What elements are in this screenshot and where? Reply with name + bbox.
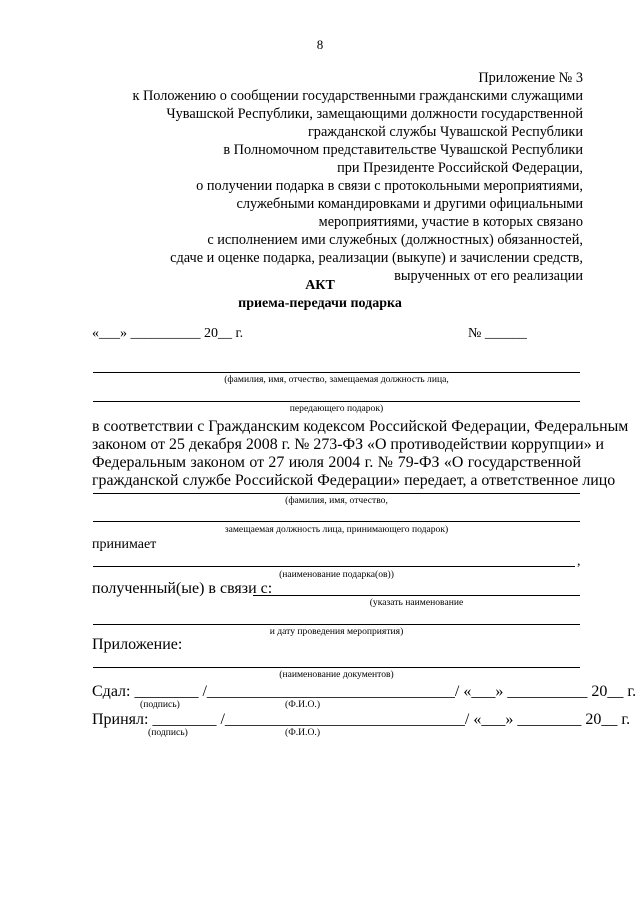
event-date-hint: и дату проведения мероприятия) — [269, 626, 404, 637]
event-date-line[interactable] — [93, 624, 580, 625]
gift-name-hint: (наименование подарка(ов)) — [279, 569, 394, 580]
appendix-line: мероприятиями, участие в которых связано — [318, 214, 583, 230]
event-name-hint: (указать наименование — [369, 597, 464, 608]
appendix-line: гражданской службы Чувашской Республики — [307, 124, 583, 140]
handed-over-signature-hint: (подпись) — [140, 699, 180, 710]
act-title: АКТ — [305, 278, 335, 293]
gift-name-line[interactable] — [93, 566, 575, 567]
received-in-connection-label: полученный(ые) в связи с: — [92, 580, 273, 597]
appendix-line: в Полномочном представительстве Чувашской Республики — [223, 142, 583, 158]
act-date-field[interactable]: «___» __________ 20__ г. — [92, 326, 244, 341]
transferring-person-hint: (фамилия, имя, отчество, замещаемая должность лица, — [224, 374, 449, 385]
accepts-label: принимает — [92, 537, 157, 552]
paragraph-line: в соответствии с Гражданским кодексом Российской Федерации, Федеральным — [92, 418, 629, 435]
receiving-person-hint: (фамилия, имя, отчество, — [285, 495, 388, 506]
transferring-person-line-2[interactable] — [93, 401, 580, 402]
page-number: 8 — [316, 37, 324, 52]
attachment-label: Приложение: — [92, 636, 183, 653]
appendix-title: Приложение № 3 — [478, 70, 583, 86]
documents-hint: (наименование документов) — [279, 669, 394, 680]
appendix-header — [43, 69, 583, 285]
paragraph-line: законом от 25 декабря 2008 г. № 273-ФЗ «О противодействии коррупции» и — [92, 436, 604, 453]
paragraph-line: Федеральным законом от 27 июля 2004 г. № 79-ФЗ «О государственной — [92, 454, 581, 471]
receiving-person-line[interactable] — [93, 493, 580, 494]
act-number-field[interactable]: № ______ — [468, 326, 527, 341]
received-signature-row[interactable]: Принял: ________ /______________________________/ «___» ________ 20__ г. — [92, 711, 631, 728]
paragraph-line: гражданской службе Российской Федерации» передает, а ответственное лицо — [92, 472, 616, 489]
handed-over-fio-hint: (Ф.И.О.) — [285, 699, 321, 710]
appendix-line: Чувашской Республики, замещающими должности государственной — [166, 106, 583, 122]
received-fio-hint: (Ф.И.О.) — [285, 727, 321, 738]
legal-basis-paragraph — [92, 418, 629, 490]
received-signature-hint: (подпись) — [148, 727, 188, 738]
transferring-person-hint-2: передающего подарок) — [289, 403, 384, 414]
handed-over-signature-row[interactable]: Сдал: ________ /_______________________________/ «___» __________ 20__ г. — [92, 683, 637, 700]
appendix-line: при Президенте Российской Федерации, — [337, 160, 583, 176]
transferring-person-line[interactable] — [93, 372, 580, 373]
appendix-line: к Положению о сообщении государственными гражданскими служащими — [132, 88, 583, 104]
appendix-line: вырученных от его реализации — [394, 268, 583, 284]
receiving-person-line-2[interactable] — [93, 521, 580, 522]
appendix-line: сдаче и оценке подарка, реализации (выкупе) и зачислении средств, — [170, 250, 583, 266]
event-name-line[interactable] — [253, 595, 580, 596]
appendix-line: служебными командировками и другими официальными — [236, 196, 583, 212]
receiving-person-hint-2: замещаемая должность лица, принимающего подарок) — [224, 524, 449, 535]
documents-line[interactable] — [93, 667, 580, 668]
act-subtitle: приема-передачи подарка — [238, 296, 402, 311]
gift-name-comma: , — [577, 554, 581, 569]
appendix-line: о получении подарка в связи с протокольными мероприятиями, — [196, 178, 583, 194]
appendix-line: с исполнением ими служебных (должностных) обязанностей, — [207, 232, 583, 248]
